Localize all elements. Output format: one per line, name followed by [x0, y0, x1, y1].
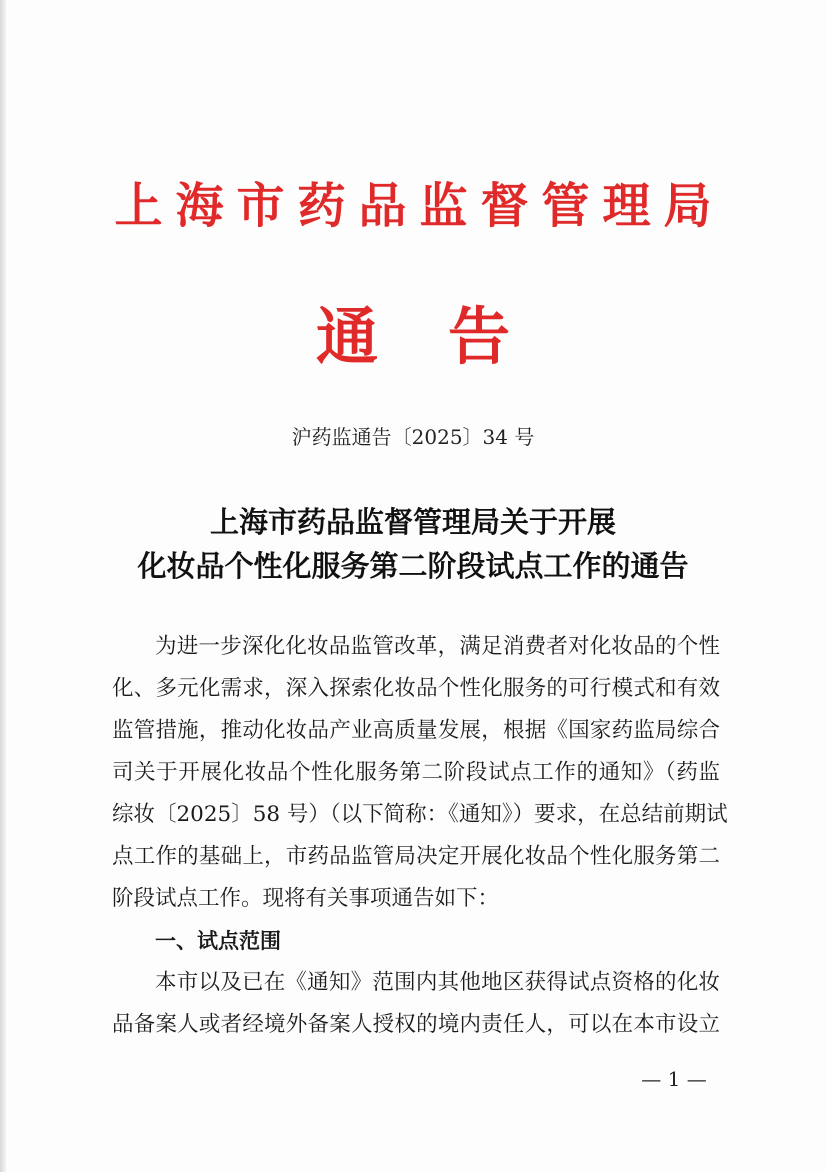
section-heading: 一、试点范围 [155, 929, 281, 953]
paragraph-1-line: 为进一步深化化妆品监管改革，满足消费者对化妆品的个性 [155, 634, 720, 659]
paragraph-1-line: 监管措施，推动化妆品产业高质量发展，根据《国家药监局综合 [112, 718, 720, 743]
paragraph-1-line: 司关于开展化妆品个性化服务第二阶段试点工作的通知》（药监 [112, 760, 720, 785]
document-number: 沪药监通告〔2025〕34 号 [291, 425, 535, 449]
agency-header: 上海市药品监督管理局 [114, 178, 725, 234]
paragraph-2-line: 本市以及已在《通知》范围内其他地区获得试点资格的化妆 [155, 970, 720, 995]
document-type: 通告 [315, 300, 580, 373]
title-line-1: 上海市药品监督管理局关于开展 [209, 505, 616, 539]
paragraph-1-line: 点工作的基础上，市药品监管局决定开展化妆品个性化服务第二 [112, 844, 720, 869]
paragraph-1-line: 阶段试点工作。现将有关事项通告如下： [112, 886, 500, 911]
paragraph-1-line: 化、多元化需求，深入探索化妆品个性化服务的可行模式和有效 [112, 676, 720, 701]
page-number: — 1 — [641, 1067, 707, 1091]
title-line-2: 化妆品个性化服务第二阶段试点工作的通告 [137, 549, 689, 583]
document-body [112, 626, 728, 1046]
paragraph-2-line: 品备案人或者经境外备案人授权的境内责任人，可以在本市设立 [112, 1012, 720, 1037]
document-title [0, 500, 826, 588]
paragraph-1-line: 综妆〔2025〕58 号）（以下简称：《通知》）要求，在总结前期试 [112, 802, 728, 827]
